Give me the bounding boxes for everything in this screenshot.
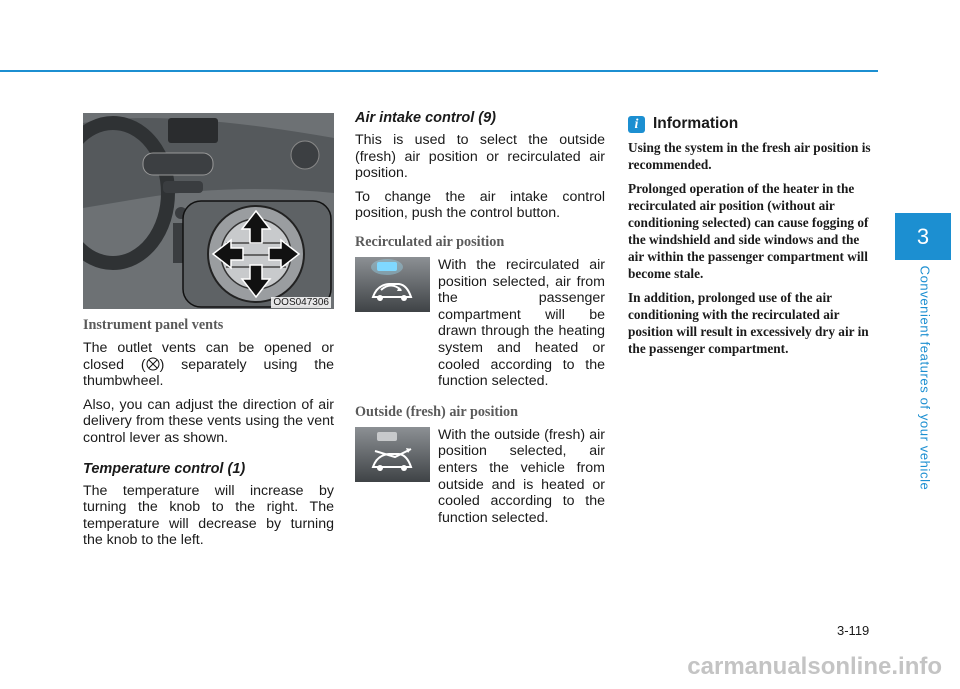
- photo-code: OOS047306: [273, 297, 329, 308]
- recirculated-row: [355, 257, 605, 390]
- outside-air-row: [355, 427, 605, 527]
- dashboard-vent-photo: [83, 113, 334, 309]
- vents-text-b: ) separately using the thumbwheel.: [83, 356, 334, 390]
- temperature-paragraph: The temperature will increase by turning the knob to the right. The temperature will decrease by turning the knob to the left.: [83, 482, 334, 549]
- recirculated-text: With the recirculated air position selected, air from the passenger compartment will be drawn through the heating system and heated or cooled according to the function selected.: [438, 256, 605, 390]
- heading-instrument-panel-vents: Instrument panel vents: [83, 317, 224, 333]
- header-rule: [0, 70, 878, 72]
- air-intake-paragraph-2: To change the air intake control position, push the control button.: [355, 188, 605, 222]
- column-right: [628, 115, 878, 364]
- heading-air-intake-control: Air intake control (9): [355, 110, 496, 126]
- chapter-title: Convenient features of your vehicle: [917, 265, 933, 491]
- column-middle: [355, 110, 605, 532]
- vents-paragraph-2: Also, you can adjust the direction of air delivery from these vents using the vent control lever as shown.: [83, 396, 334, 446]
- heading-temperature-control: Temperature control (1): [83, 460, 246, 477]
- info-paragraph-2: Prolonged operation of the heater in the recirculated air position (without air conditioning selected) can cause fogging of the windshield and side windows and the air within the passenger compartment will become stale.: [628, 181, 869, 281]
- watermark: carmanualsonline.info: [687, 653, 942, 680]
- information-header: [628, 115, 878, 133]
- info-icon: i: [628, 116, 645, 133]
- circle-x-icon: [146, 357, 160, 371]
- heading-recirculated-air: Recirculated air position: [355, 233, 505, 250]
- info-paragraph-3: In addition, prolonged use of the air conditioning with the recirculated air position will result in excessively dry air in the passenger compartment.: [628, 290, 869, 356]
- page-number: 3-119: [837, 623, 870, 638]
- information-title: Information: [653, 115, 739, 132]
- outside-air-text: With the outside (fresh) air position selected, air enters the vehicle from outside and is heated or cooled according to the function selected.: [438, 426, 605, 526]
- recirculated-air-button-icon: [355, 257, 430, 312]
- dashboard-illustration: [83, 113, 334, 309]
- vents-paragraph-1: [83, 340, 334, 390]
- vents-text-a: The outlet vents can be opened or closed (: [83, 340, 334, 373]
- fresh-air-button-icon: [355, 427, 430, 482]
- chapter-tab: 3: [895, 213, 951, 260]
- air-intake-paragraph-1: This is used to select the outside (fresh) air position or recirculated air position.: [355, 132, 605, 182]
- column-left: [83, 113, 334, 556]
- heading-outside-air: Outside (fresh) air position: [355, 403, 519, 420]
- info-paragraph-1: Using the system in the fresh air position is recommended.: [628, 140, 871, 172]
